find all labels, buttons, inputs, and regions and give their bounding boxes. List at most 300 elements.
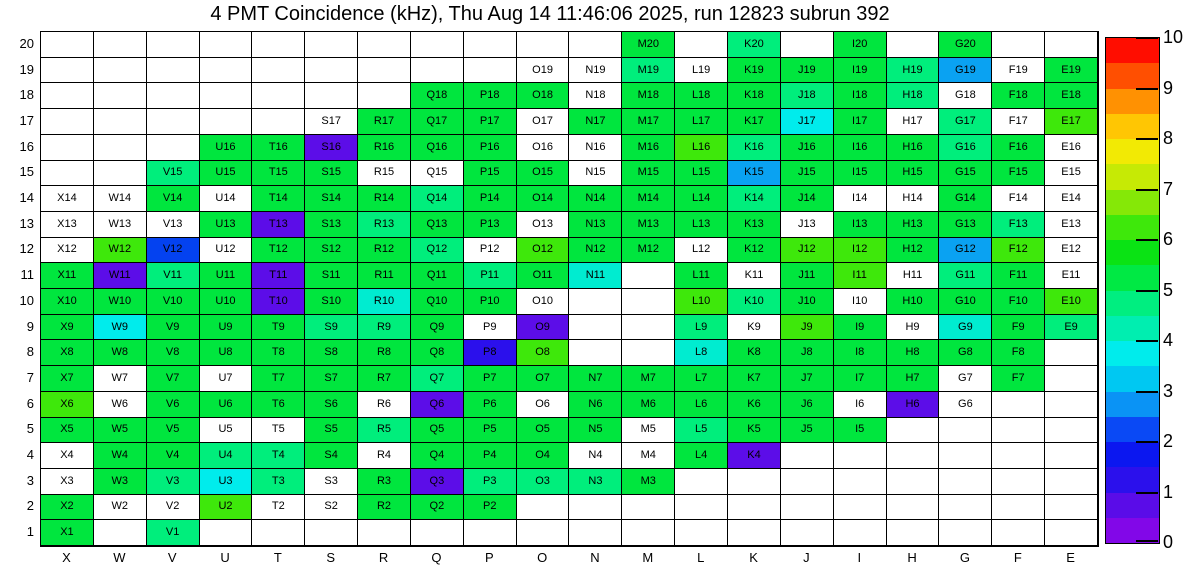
heatmap-cell: M20	[622, 32, 675, 58]
heatmap-cell: I11	[834, 263, 887, 289]
heatmap-cell: R2	[358, 495, 411, 521]
heatmap-cell: K9	[728, 315, 781, 341]
heatmap-cell	[622, 340, 675, 366]
heatmap-cell	[622, 495, 675, 521]
heatmap-cell: X1	[41, 520, 94, 546]
heatmap-cell	[781, 32, 834, 58]
heatmap-cell: V9	[147, 315, 200, 341]
heatmap-cell: T3	[252, 469, 305, 495]
heatmap-cell	[94, 83, 147, 109]
heatmap-cell	[358, 58, 411, 84]
heatmap-cell: H11	[887, 263, 940, 289]
heatmap-cell: H18	[887, 83, 940, 109]
heatmap-cell: G9	[939, 315, 992, 341]
colorbar-band	[1106, 366, 1159, 391]
heatmap-cell: S10	[305, 289, 358, 315]
heatmap-cell: T8	[252, 340, 305, 366]
heatmap-cell	[887, 469, 940, 495]
heatmap-cell: X9	[41, 315, 94, 341]
heatmap-cell	[569, 520, 622, 546]
heatmap-cell: X6	[41, 392, 94, 418]
heatmap-cell	[992, 495, 1045, 521]
heatmap-cell	[675, 495, 728, 521]
heatmap-cell: W12	[94, 238, 147, 264]
heatmap-cell	[1045, 443, 1098, 469]
heatmap-cell: L8	[675, 340, 728, 366]
heatmap-cell: I18	[834, 83, 887, 109]
heatmap-cell: V10	[147, 289, 200, 315]
heatmap-cell: Q11	[411, 263, 464, 289]
heatmap-cell: R9	[358, 315, 411, 341]
heatmap-cell: R15	[358, 161, 411, 187]
heatmap-cell: F15	[992, 161, 1045, 187]
heatmap-cell: W10	[94, 289, 147, 315]
heatmap-cell: W14	[94, 186, 147, 212]
heatmap-cell: V11	[147, 263, 200, 289]
heatmap-cell: V3	[147, 469, 200, 495]
heatmap-cell: V7	[147, 366, 200, 392]
heatmap-cell: V8	[147, 340, 200, 366]
y-axis-tick-label: 7	[26, 369, 34, 385]
colorbar-band	[1106, 190, 1159, 215]
heatmap-cell: J14	[781, 186, 834, 212]
heatmap-cell: K13	[728, 212, 781, 238]
x-axis-tick-label: P	[484, 550, 494, 565]
colorbar-tick	[1136, 492, 1158, 494]
heatmap-cell	[887, 418, 940, 444]
heatmap-cell: I19	[834, 58, 887, 84]
heatmap-cell: S2	[305, 495, 358, 521]
heatmap-cell	[728, 520, 781, 546]
heatmap-cell: S16	[305, 135, 358, 161]
heatmap-cell: J7	[781, 366, 834, 392]
heatmap-cell: L10	[675, 289, 728, 315]
heatmap-cell: N14	[569, 186, 622, 212]
heatmap-cell: Q18	[411, 83, 464, 109]
heatmap-cell: U15	[200, 161, 253, 187]
heatmap-cell: J18	[781, 83, 834, 109]
heatmap-cell: M19	[622, 58, 675, 84]
colorbar-tick	[1136, 441, 1158, 443]
heatmap-cell	[147, 135, 200, 161]
heatmap-cell	[200, 520, 253, 546]
heatmap-cell: U6	[200, 392, 253, 418]
heatmap-cell: L9	[675, 315, 728, 341]
heatmap-cell: W11	[94, 263, 147, 289]
heatmap-cell: O18	[517, 83, 570, 109]
heatmap-cell	[887, 520, 940, 546]
heatmap-cell	[147, 109, 200, 135]
heatmap-cell: E15	[1045, 161, 1098, 187]
heatmap-cell: T4	[252, 443, 305, 469]
x-axis-tick-label: T	[273, 550, 282, 565]
heatmap-cell: J16	[781, 135, 834, 161]
heatmap-cell	[1045, 340, 1098, 366]
heatmap-cell: J10	[781, 289, 834, 315]
heatmap-cell: W13	[94, 212, 147, 238]
heatmap-cell: P15	[464, 161, 517, 187]
heatmap-cell: N19	[569, 58, 622, 84]
heatmap-cell: X3	[41, 469, 94, 495]
heatmap-cell: L6	[675, 392, 728, 418]
heatmap-cell: R3	[358, 469, 411, 495]
heatmap-cell: K19	[728, 58, 781, 84]
heatmap-cell: F12	[992, 238, 1045, 264]
heatmap-cell	[834, 443, 887, 469]
heatmap-cell: F14	[992, 186, 1045, 212]
colorbar-band	[1106, 417, 1159, 442]
heatmap-cell: O15	[517, 161, 570, 187]
heatmap-cell: K6	[728, 392, 781, 418]
heatmap-cell: F13	[992, 212, 1045, 238]
heatmap-cell: S13	[305, 212, 358, 238]
heatmap-cell: P18	[464, 83, 517, 109]
heatmap-cell: T10	[252, 289, 305, 315]
heatmap-cell: Q4	[411, 443, 464, 469]
heatmap-cell: G20	[939, 32, 992, 58]
heatmap-cell: R5	[358, 418, 411, 444]
colorbar-tick-label: 7	[1163, 178, 1174, 199]
heatmap-cell	[147, 58, 200, 84]
heatmap-cell	[1045, 520, 1098, 546]
heatmap-cell: L18	[675, 83, 728, 109]
heatmap-cell	[464, 520, 517, 546]
colorbar-band	[1106, 392, 1159, 417]
heatmap-cell	[305, 520, 358, 546]
heatmap-cell: W2	[94, 495, 147, 521]
heatmap-cell: U3	[200, 469, 253, 495]
heatmap-cell: X11	[41, 263, 94, 289]
heatmap-cell: I13	[834, 212, 887, 238]
heatmap-cell: K8	[728, 340, 781, 366]
heatmap-cell: I7	[834, 366, 887, 392]
heatmap-cell: N6	[569, 392, 622, 418]
heatmap-cell: H9	[887, 315, 940, 341]
heatmap-cell: U12	[200, 238, 253, 264]
heatmap-cell: F17	[992, 109, 1045, 135]
heatmap-cell: O10	[517, 289, 570, 315]
heatmap-cell: V1	[147, 520, 200, 546]
heatmap-cell: H17	[887, 109, 940, 135]
heatmap-cell: G16	[939, 135, 992, 161]
heatmap-cell: T11	[252, 263, 305, 289]
heatmap-cell: H10	[887, 289, 940, 315]
heatmap-cell	[411, 520, 464, 546]
heatmap-cell: X12	[41, 238, 94, 264]
heatmap-cell: K16	[728, 135, 781, 161]
heatmap-cell: H14	[887, 186, 940, 212]
heatmap-cell: T6	[252, 392, 305, 418]
heatmap-cell	[200, 83, 253, 109]
colorbar-tick-label: 5	[1163, 279, 1174, 300]
heatmap-cell: E12	[1045, 238, 1098, 264]
heatmap-cell: S3	[305, 469, 358, 495]
heatmap-cell: O12	[517, 238, 570, 264]
heatmap-cell: J13	[781, 212, 834, 238]
heatmap-cell	[252, 58, 305, 84]
heatmap-cell: R6	[358, 392, 411, 418]
colorbar-band	[1106, 316, 1159, 341]
heatmap-cell: J17	[781, 109, 834, 135]
heatmap-cell	[1045, 495, 1098, 521]
heatmap-cell: K17	[728, 109, 781, 135]
x-axis-tick-label: K	[749, 550, 758, 565]
colorbar-band	[1106, 114, 1159, 139]
chart-title: 4 PMT Coincidence (kHz), Thu Aug 14 11:46:06 2025, run 12823 subrun 392	[210, 3, 890, 25]
heatmap-cell: I5	[834, 418, 887, 444]
heatmap-cell: I8	[834, 340, 887, 366]
heatmap-cell: N11	[569, 263, 622, 289]
colorbar-band	[1106, 467, 1159, 492]
heatmap-cell: S9	[305, 315, 358, 341]
x-axis-tick-label: Q	[431, 550, 442, 565]
heatmap-cell: R16	[358, 135, 411, 161]
heatmap-cell	[517, 32, 570, 58]
y-axis-tick-label: 18	[19, 87, 34, 103]
heatmap-cell: M12	[622, 238, 675, 264]
heatmap-cell	[1045, 418, 1098, 444]
heatmap-cell	[305, 58, 358, 84]
heatmap-cell: J15	[781, 161, 834, 187]
heatmap-cell	[939, 495, 992, 521]
heatmap-cell	[569, 32, 622, 58]
colorbar-tick	[1136, 239, 1158, 241]
heatmap-cell	[622, 263, 675, 289]
heatmap-cell: I15	[834, 161, 887, 187]
y-axis-tick-label: 2	[26, 498, 34, 514]
heatmap-grid	[40, 31, 1099, 547]
heatmap-cell: W9	[94, 315, 147, 341]
heatmap-cell: E10	[1045, 289, 1098, 315]
heatmap-cell: K20	[728, 32, 781, 58]
x-axis-tick-label: V	[167, 550, 177, 565]
y-axis-tick-label: 6	[26, 395, 34, 411]
heatmap-cell: Q14	[411, 186, 464, 212]
heatmap-cell: O14	[517, 186, 570, 212]
colorbar-tick-label: 10	[1163, 27, 1184, 47]
heatmap-cell: K10	[728, 289, 781, 315]
heatmap-cell: F19	[992, 58, 1045, 84]
x-axis-tick-label: S	[326, 550, 336, 565]
heatmap-cell: J12	[781, 238, 834, 264]
heatmap-cell: P4	[464, 443, 517, 469]
heatmap-cell: F18	[992, 83, 1045, 109]
heatmap-cell: E17	[1045, 109, 1098, 135]
heatmap-cell	[992, 392, 1045, 418]
heatmap-cell	[94, 58, 147, 84]
heatmap-cell: T7	[252, 366, 305, 392]
heatmap-cell: F9	[992, 315, 1045, 341]
heatmap-cell: E13	[1045, 212, 1098, 238]
heatmap-cell: V12	[147, 238, 200, 264]
heatmap-cell: I6	[834, 392, 887, 418]
heatmap-cell: H19	[887, 58, 940, 84]
heatmap-cell: N5	[569, 418, 622, 444]
heatmap-cell: P9	[464, 315, 517, 341]
heatmap-cell: P14	[464, 186, 517, 212]
heatmap-cell	[147, 32, 200, 58]
y-axis-tick-label: 16	[19, 138, 34, 154]
heatmap-cell: G14	[939, 186, 992, 212]
heatmap-cell: P11	[464, 263, 517, 289]
heatmap-cell: H7	[887, 366, 940, 392]
heatmap-cell: W6	[94, 392, 147, 418]
heatmap-cell	[992, 32, 1045, 58]
heatmap-cell: Q2	[411, 495, 464, 521]
x-axis-tick-label: H	[907, 550, 917, 565]
colorbar-tick-label: 4	[1163, 330, 1174, 350]
heatmap-cell: Q17	[411, 109, 464, 135]
x-axis-tick-label: W	[113, 550, 126, 565]
y-axis-tick-label: 13	[19, 215, 34, 231]
heatmap-cell: O5	[517, 418, 570, 444]
heatmap-cell: G7	[939, 366, 992, 392]
heatmap-cell	[411, 58, 464, 84]
y-axis-tick-label: 14	[19, 190, 34, 206]
y-axis-tick-label: 5	[26, 421, 34, 437]
heatmap-cell: Q15	[411, 161, 464, 187]
x-axis-tick-label: L	[697, 550, 705, 565]
heatmap-cell: V14	[147, 186, 200, 212]
x-axis-tick-label: I	[857, 550, 862, 565]
heatmap-cell: W3	[94, 469, 147, 495]
heatmap-cell	[200, 32, 253, 58]
heatmap-cell	[1045, 392, 1098, 418]
x-axis-tick-label: N	[590, 550, 600, 565]
heatmap-cell: H8	[887, 340, 940, 366]
heatmap-cell: M5	[622, 418, 675, 444]
y-axis-tick-label: 12	[19, 241, 34, 257]
heatmap-cell: M15	[622, 161, 675, 187]
heatmap-cell: N16	[569, 135, 622, 161]
colorbar-band	[1106, 240, 1159, 265]
colorbar-tick	[1136, 189, 1158, 191]
heatmap-cell: S6	[305, 392, 358, 418]
y-axis-tick-label: 3	[26, 472, 34, 488]
heatmap-cell: O6	[517, 392, 570, 418]
heatmap-cell: Q6	[411, 392, 464, 418]
x-axis-tick-label: E	[1066, 550, 1075, 565]
heatmap-cell	[781, 520, 834, 546]
heatmap-cell: K12	[728, 238, 781, 264]
x-axis-tick-label: U	[220, 550, 230, 565]
heatmap-cell	[569, 495, 622, 521]
heatmap-cell: P7	[464, 366, 517, 392]
heatmap-cell: L7	[675, 366, 728, 392]
heatmap-cell	[569, 315, 622, 341]
heatmap-cell: O11	[517, 263, 570, 289]
heatmap-cell: O7	[517, 366, 570, 392]
heatmap-cell: J5	[781, 418, 834, 444]
heatmap-cell	[887, 32, 940, 58]
heatmap-cell: U8	[200, 340, 253, 366]
heatmap-cell: G8	[939, 340, 992, 366]
heatmap-cell: P17	[464, 109, 517, 135]
heatmap-cell: I10	[834, 289, 887, 315]
heatmap-cell	[517, 495, 570, 521]
heatmap-cell	[41, 161, 94, 187]
heatmap-cell	[464, 58, 517, 84]
heatmap-cell: K15	[728, 161, 781, 187]
heatmap-cell: I14	[834, 186, 887, 212]
heatmap-cell: V2	[147, 495, 200, 521]
heatmap-cell: K7	[728, 366, 781, 392]
heatmap-cell: G10	[939, 289, 992, 315]
heatmap-cell: L15	[675, 161, 728, 187]
heatmap-cell: Q3	[411, 469, 464, 495]
heatmap-cell: G18	[939, 83, 992, 109]
heatmap-cell: R4	[358, 443, 411, 469]
heatmap-cell: I16	[834, 135, 887, 161]
heatmap-cell: M14	[622, 186, 675, 212]
colorbar-band	[1106, 442, 1159, 467]
heatmap-cell	[675, 469, 728, 495]
heatmap-cell: L14	[675, 186, 728, 212]
colorbar-tick	[1136, 540, 1158, 542]
heatmap-cell: S8	[305, 340, 358, 366]
heatmap-cell: P13	[464, 212, 517, 238]
x-axis-tick-label: G	[959, 550, 970, 565]
heatmap-cell	[728, 495, 781, 521]
heatmap-cell: O17	[517, 109, 570, 135]
heatmap-cell: H12	[887, 238, 940, 264]
heatmap-cell: L16	[675, 135, 728, 161]
heatmap-cell: V5	[147, 418, 200, 444]
y-axis-tick-label: 1	[26, 524, 34, 540]
heatmap-cell	[252, 83, 305, 109]
heatmap-cell: U13	[200, 212, 253, 238]
y-axis-tick-label: 9	[26, 318, 34, 334]
heatmap-cell	[939, 418, 992, 444]
heatmap-cell: N4	[569, 443, 622, 469]
y-axis-tick-label: 8	[26, 344, 34, 360]
heatmap-cell: V4	[147, 443, 200, 469]
heatmap-cell	[939, 443, 992, 469]
heatmap-cell: S17	[305, 109, 358, 135]
heatmap-cell: X5	[41, 418, 94, 444]
heatmap-cell: R14	[358, 186, 411, 212]
colorbar-tick-label: 1	[1163, 481, 1174, 502]
heatmap-cell	[781, 443, 834, 469]
heatmap-cell: T12	[252, 238, 305, 264]
y-axis-tick-label: 19	[19, 61, 34, 77]
heatmap-cell	[781, 495, 834, 521]
heatmap-cell: N13	[569, 212, 622, 238]
heatmap-cell: Q10	[411, 289, 464, 315]
heatmap-cell: O4	[517, 443, 570, 469]
heatmap-cell: L13	[675, 212, 728, 238]
heatmap-cell: G19	[939, 58, 992, 84]
x-axis-tick-label: M	[642, 550, 654, 565]
heatmap-cell: T15	[252, 161, 305, 187]
colorbar-band	[1106, 38, 1159, 63]
heatmap-cell: X14	[41, 186, 94, 212]
heatmap-cell: G12	[939, 238, 992, 264]
heatmap-cell: I9	[834, 315, 887, 341]
heatmap-cell	[464, 32, 517, 58]
heatmap-cell: R10	[358, 289, 411, 315]
heatmap-cell: J19	[781, 58, 834, 84]
heatmap-cell: R17	[358, 109, 411, 135]
heatmap-cell: F10	[992, 289, 1045, 315]
heatmap-cell: X7	[41, 366, 94, 392]
heatmap-cell: H13	[887, 212, 940, 238]
heatmap-cell	[834, 520, 887, 546]
heatmap-cell: L19	[675, 58, 728, 84]
heatmap-cell	[569, 289, 622, 315]
heatmap-cell: N7	[569, 366, 622, 392]
heatmap-cell: R12	[358, 238, 411, 264]
